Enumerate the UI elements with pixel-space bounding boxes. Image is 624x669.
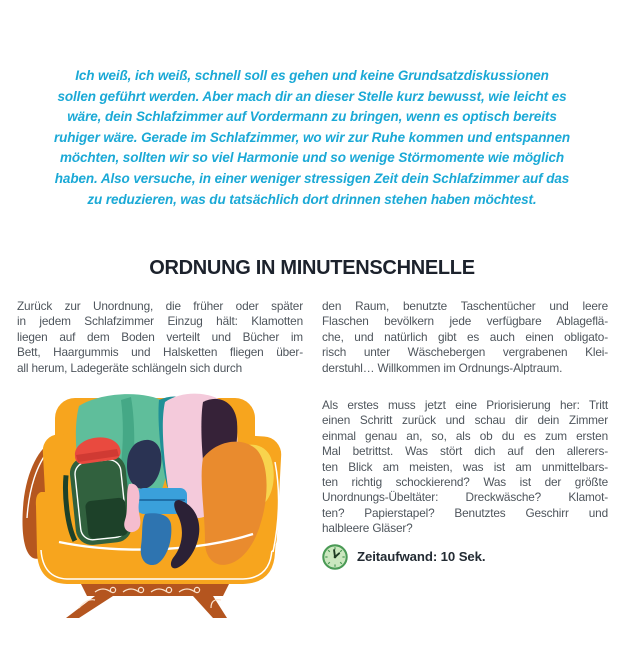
right-column bbox=[322, 299, 608, 620]
armchair-illustration-svg bbox=[17, 392, 293, 620]
cluttered-armchair-illustration bbox=[17, 392, 293, 620]
time-required-row bbox=[322, 544, 608, 570]
time-required-label: Zeitaufwand: 10 Sek. bbox=[357, 548, 486, 564]
article-columns bbox=[17, 299, 608, 620]
left-column bbox=[17, 299, 303, 620]
clock-icon bbox=[322, 544, 348, 570]
left-paragraph: Zurück zur Unordnung, die früher oder später in jedem Schlafzimmer Einzug hält: Klamotten liegen auf dem Boden verteilt und Bücher im Bett, Haargummis und Halsketten fliegen über- all herum, Ladegeräte schlängeln sich durch bbox=[17, 299, 303, 375]
right-paragraph-1: den Raum, benutzte Taschentücher und leere Flaschen bevölkern jede verfügbare Ablageflä- che, und natürlich gibt es auch einen obligato- risch unter Wäschebergen vergrabenen Klei- derstuhl… Willkommen im Ordnungs-Alptraum. bbox=[322, 299, 608, 375]
page-title: ORDNUNG IN MINUTENSCHNELLE bbox=[149, 257, 475, 279]
right-paragraph-2: Als erstes muss jetzt eine Priorisierung her: Tritt einen Schritt zurück und schau dir dein Zimmer einmal genau an, so, als ob du es zum ersten Mal betrittst. Was stört dich auf den allerers- ten Blick am meisten, was ist am unmittelbars- ten richtig schockierend? Was ist der größte Unordnungs-Übeltäter: Dreckwäsche? Klamot- ten? Papierstapel? Benutztes Geschirr und halbleere Gläser? bbox=[322, 398, 608, 536]
intro-paragraph: Ich weiß, ich weiß, schnell soll es gehen und keine Grundsatzdiskussionen sollen geführt werden. Aber mach dir an dieser Stelle kurz bewusst, wie leicht es wäre, dein Schlafzimmer auf Vordermann zu bringen, wenn es optisch bereits ruhiger wäre. Gerade im Schlafzimmer, wo wir zur Ruhe kommen und entspannen möchten, sollten wir so viel Harmonie und so wenige Störmomente wie möglich haben. Also versuche, in einer weniger stressigen Zeit dein Schlafzimmer auf das zu reduzieren, was du tatsächlich dort drinnen stehen haben möchtest. bbox=[53, 68, 571, 207]
